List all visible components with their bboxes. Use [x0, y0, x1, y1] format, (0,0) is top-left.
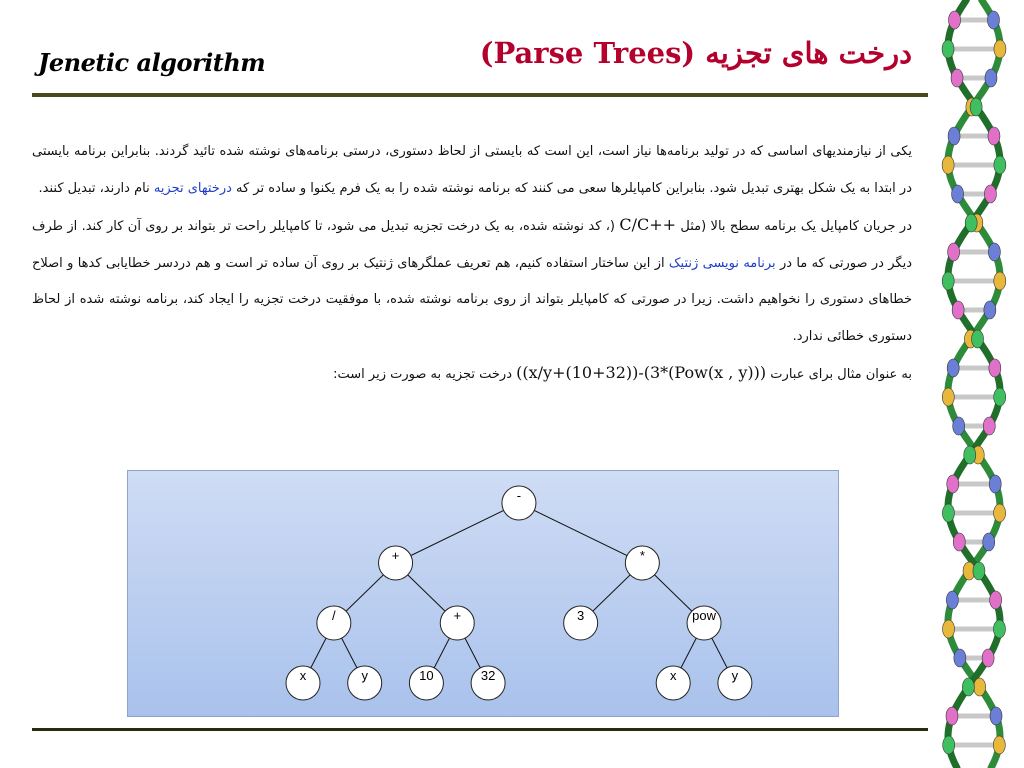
dna-bead	[987, 11, 999, 29]
paragraph-example-text: به عنوان مثال برای عبارت	[770, 367, 912, 382]
dna-bead	[953, 417, 965, 435]
dna-bead	[952, 301, 964, 319]
dna-bead	[983, 417, 995, 435]
tree-node-label: -	[516, 488, 522, 503]
tree-node-label: 10	[419, 668, 434, 683]
link-parse-trees[interactable]: درختهای تجزیه	[153, 180, 232, 196]
tree-node-x1	[286, 666, 320, 700]
tree-edge-root-plus1	[396, 503, 519, 563]
tree-node-label: 3	[577, 608, 585, 623]
dna-bead	[943, 620, 955, 638]
dna-bead	[948, 127, 960, 145]
dna-bead	[962, 678, 974, 696]
tree-node-div	[317, 606, 351, 640]
tree-node-plus1	[379, 546, 413, 580]
dna-bead	[973, 562, 985, 580]
paragraph-intro	[32, 134, 912, 207]
dna-bead	[942, 388, 954, 406]
example-expression: ((x/y+(10+32))-(3*(Pow(x , y)))	[516, 363, 767, 382]
paragraph-compile-mid: (، کد نوشته شده، به یک درخت تجزیه تبدیل می شود، تا کامپایلر راحت تر بتواند بر روی آن کار کند. از طرف دیگر در صورتی که ما در	[32, 219, 912, 271]
tree-node-label: *	[639, 548, 645, 563]
parse-tree-diagram	[127, 470, 839, 717]
dna-bead	[947, 475, 959, 493]
paragraph-intro-end: نام دارند، تبدیل کنند.	[38, 180, 150, 196]
link-genetic-programming[interactable]: برنامه نویسی ژنتیک	[668, 255, 776, 271]
paragraph-compile-text: در جریان کامپایل یک برنامه سطح بالا (مثل	[680, 219, 913, 234]
dna-bead	[989, 475, 1001, 493]
dna-bead	[942, 504, 954, 522]
dna-bead	[990, 591, 1002, 609]
parse-tree-svg	[128, 471, 838, 716]
dna-bead	[984, 185, 996, 203]
tree-node-label: x	[669, 668, 677, 683]
paragraph-example-end: درخت تجزیه به صورت زیر است:	[333, 367, 513, 382]
dna-bead	[988, 243, 1000, 261]
dna-bead	[994, 40, 1006, 58]
tree-node-y2	[718, 666, 752, 700]
dna-bead	[983, 533, 995, 551]
tree-node-pow	[687, 606, 721, 640]
tree-node-mul	[625, 546, 659, 580]
dna-bead	[985, 69, 997, 87]
dna-bead	[994, 504, 1006, 522]
top-divider	[32, 93, 928, 97]
tree-node-label: y	[731, 668, 739, 683]
slide-content	[32, 134, 912, 394]
dna-bead	[948, 243, 960, 261]
dna-bead	[984, 301, 996, 319]
brand-logo: Jenetic algorithm	[38, 48, 266, 77]
dna-bead	[946, 707, 958, 725]
paragraph-compile-end: از این ساختار استفاده کنیم، هم تعریف عملگرهای ژنتیک بر روی آن ساده تر است و هم دردسر خطایابی کدها و اصلاح خطاهای دستوری را نخواهیم داشت. زیرا در صورتی که کامپایلر بتواند از روی برنامه نوشته شده، با موفقیت درخت تجزیه را ایجاد کند، برنامه نوشته شده از لحاظ دستوری خطائی ندارد.	[32, 255, 912, 344]
dna-bead	[993, 736, 1005, 754]
tree-node-label: x	[299, 668, 307, 683]
tree-node-label: pow	[692, 608, 716, 623]
tree-node-plus2	[440, 606, 474, 640]
tree-node-label: 32	[480, 668, 496, 683]
dna-bead	[964, 446, 976, 464]
tree-node-label: /	[332, 608, 336, 623]
tree-node-y1	[348, 666, 382, 700]
dna-bead	[942, 156, 954, 174]
dna-bead	[988, 127, 1000, 145]
tree-node-n32	[471, 666, 505, 700]
dna-bead	[972, 330, 984, 348]
paragraph-intro-text: یکی از نیازمندیهای اساسی که در تولید برنامه‌ها نیاز است، این است که بایستی از لحاظ دستوری، درستی برنامه‌های نوشته شده تائید گردند. بنابراین برنامه بایستی در ابتدا به یک شکل بهتری تبدیل شود. بنابراین کامپایلرها سعی می کنند که برنامه نوشته شده را به یک فرم یکنوا و ساده تر که	[32, 144, 912, 196]
dna-bead	[954, 649, 966, 667]
dna-bead	[994, 272, 1006, 290]
tree-node-label: y	[361, 668, 368, 683]
bottom-divider	[32, 728, 928, 731]
paragraph-example	[32, 355, 912, 394]
dna-bead	[990, 707, 1002, 725]
dna-bead	[982, 649, 994, 667]
tree-node-three	[564, 606, 598, 640]
dna-bead	[949, 11, 961, 29]
dna-bead	[989, 359, 1001, 377]
dna-helix-icon	[940, 0, 1024, 768]
dna-bead	[993, 620, 1005, 638]
tree-node-root	[502, 486, 536, 520]
tree-edge-root-mul	[519, 503, 642, 563]
dna-bead	[942, 40, 954, 58]
dna-bead	[946, 591, 958, 609]
paragraph-compile	[32, 207, 912, 355]
code-language: C/C++	[619, 215, 677, 234]
dna-bead	[965, 214, 977, 232]
tree-node-n10	[409, 666, 443, 700]
dna-bead	[970, 98, 982, 116]
tree-node-label: +	[391, 548, 400, 563]
dna-bead	[974, 678, 986, 696]
dna-bead	[947, 359, 959, 377]
dna-bead	[952, 185, 964, 203]
dna-bead	[953, 533, 965, 551]
tree-node-label: +	[453, 608, 462, 623]
dna-bead	[942, 272, 954, 290]
dna-bead	[994, 156, 1006, 174]
dna-bead	[951, 69, 963, 87]
slide-title: درخت های تجزیه (Parse Trees)	[479, 36, 912, 70]
dna-bead	[994, 388, 1006, 406]
dna-bead	[943, 736, 955, 754]
tree-node-x2	[656, 666, 690, 700]
